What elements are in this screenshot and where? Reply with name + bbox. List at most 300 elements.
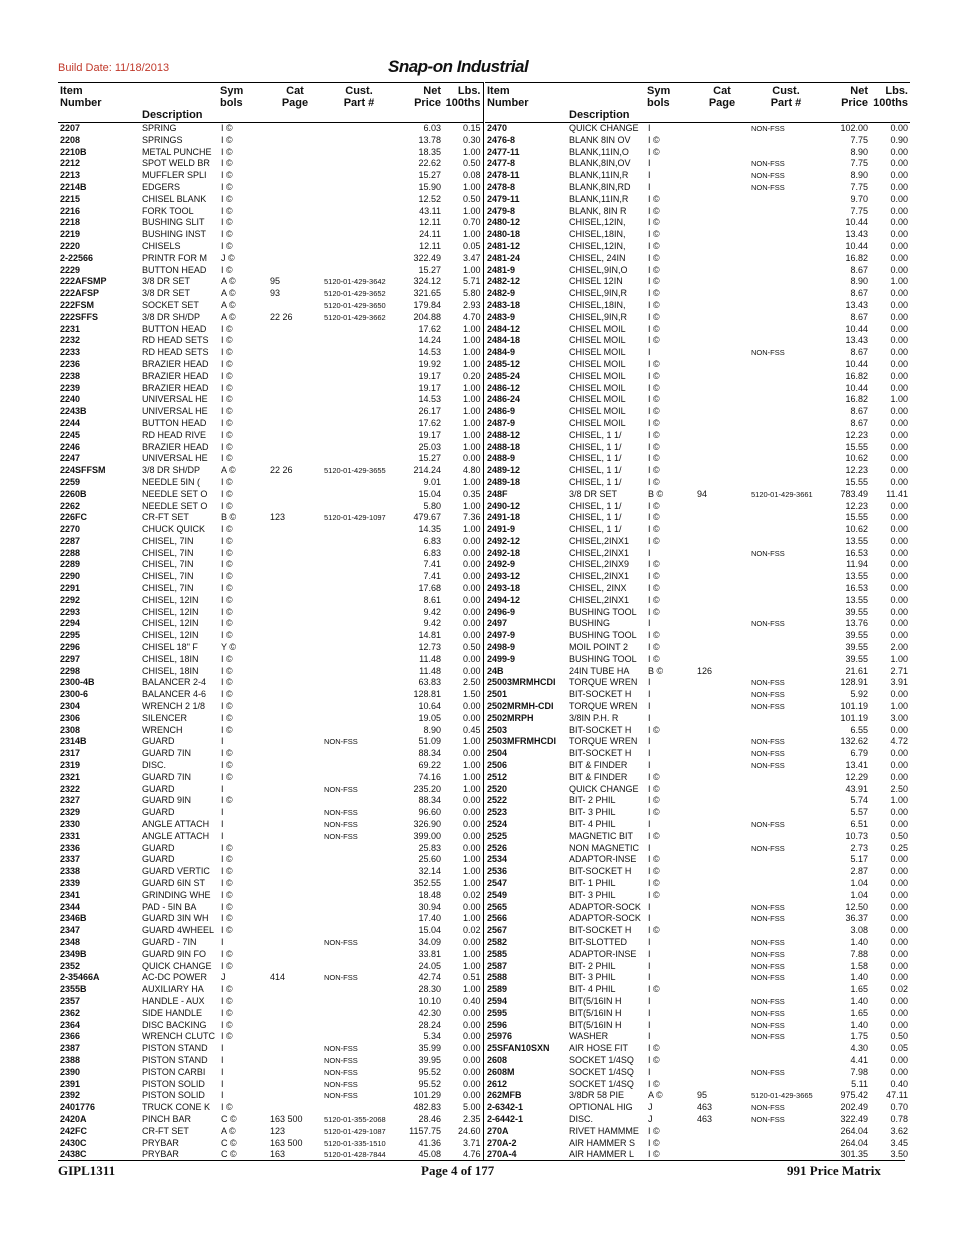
cell-cat [695,1079,749,1091]
cell-item: 2289 [60,559,81,570]
col-description: Description [567,83,645,123]
cell-sym: I © [221,771,233,782]
cell-lbs: 0.70 [443,217,483,229]
cell-cust [322,866,396,878]
cell-lbs: 2.50 [890,783,908,794]
cell-net: 8.67 [850,288,868,299]
cell-cust [749,394,823,406]
cell-cat [268,394,322,406]
cell-sym: A © [648,1090,663,1101]
cell-sym: A © [221,1125,236,1136]
cell-net: 1.75 [850,1031,868,1042]
cell-net: 9.42 [423,618,441,629]
cell-net: 16.82 [845,370,868,381]
table-row [485,890,910,902]
cell-net: 17.68 [418,583,441,594]
table-row [485,501,910,513]
table-row [485,1008,910,1020]
cell-desc: SOCKET 1/4SQ [569,1066,634,1077]
cell-net: 12.23 [845,465,868,476]
cell-lbs: 1.00 [443,265,483,277]
cell-net: 16.53 [845,583,868,594]
cell-lbs: 1.00 [443,147,483,159]
cell-lbs: 0.00 [443,1055,483,1067]
cell-cat [695,1138,749,1150]
cell-net: 36.37 [845,913,868,924]
cell-net: 8.67 [850,406,868,417]
table-row [58,512,483,524]
cell-cust: 5120-01-429-3655 [324,466,386,476]
cell-lbs: 3.91 [890,677,908,688]
cell-item: 2483-9 [487,311,516,322]
cell-cat [695,383,749,395]
cell-cat [268,1090,322,1102]
cell-lbs: 0.40 [890,1078,908,1089]
cell-cust [322,772,396,784]
cell-lbs: 0.00 [890,571,908,582]
cell-lbs: 1.00 [890,701,908,712]
cell-sym: I © [221,889,233,900]
cell-sym: I [648,960,651,971]
cell-cust [749,713,823,725]
table-row [485,135,910,147]
cell-cat [695,972,749,984]
cell-item: 2481-24 [487,252,521,263]
cell-cat [268,654,322,666]
cell-cat [268,618,322,630]
cell-lbs: 0.00 [890,936,908,947]
cell-desc: DISC. [569,1113,594,1124]
cell-desc: CHISEL 12IN [569,276,623,287]
cell-item: 2512 [487,771,508,782]
cell-net: 101.19 [840,712,868,723]
cell-net: 7.41 [423,571,441,582]
cell-desc: GUARD 7IN [142,748,192,759]
table-row [485,949,910,961]
table-row [485,524,910,536]
cell-desc: TORQUE WREN [569,736,638,747]
cell-cat [695,371,749,383]
cell-net: 51.09 [418,736,441,747]
cell-sym: I © [221,193,233,204]
cell-sym: I © [221,158,233,169]
table-row [58,394,483,406]
cell-item: 2-6442-1 [487,1113,524,1124]
cell-cust [322,666,396,678]
cell-item: 2485-24 [487,370,521,381]
cell-cust [749,772,823,784]
cell-item: 2231 [60,323,81,334]
cell-cust: NON-FSS [324,1079,358,1089]
cell-cat [268,925,322,937]
cell-cust [749,784,823,796]
cell-sym: I © [221,948,233,959]
cell-sym: I © [221,960,233,971]
cell-net: 8.90 [423,724,441,735]
cell-cat [695,123,749,135]
table-row [485,182,910,194]
cell-lbs: 0.00 [443,1031,483,1043]
cell-item: 270A-2 [487,1137,517,1148]
table-row [58,1020,483,1032]
cell-cat [695,300,749,312]
table-row [58,677,483,689]
table-row [485,854,910,866]
cell-net: 264.04 [840,1125,868,1136]
cell-item: 2490-12 [487,500,521,511]
cell-desc: AIR HOSE FIT [569,1043,629,1054]
table-row [58,335,483,347]
table-row [485,866,910,878]
cell-desc: SPOT WELD BR [142,158,210,169]
cell-item: 2388 [60,1054,81,1065]
table-row [58,1055,483,1067]
cell-item: 2492-9 [487,559,516,570]
cell-cust [322,902,396,914]
cell-cat [268,1055,322,1067]
cell-net: 1.04 [850,889,868,900]
cell-sym: I [648,712,651,723]
cell-cat [268,961,322,973]
cell-item: 2488-9 [487,453,516,464]
cell-desc: CHISEL, 24IN [569,252,626,263]
cell-item: 2344 [60,901,81,912]
cell-cust: NON-FSS [751,548,785,558]
cell-lbs: 0.00 [443,548,483,560]
cell-cust: NON-FSS [751,690,785,700]
cell-item: 2566 [487,913,508,924]
cell-item: 2246 [60,441,81,452]
cell-net: 204.88 [413,311,441,322]
cell-sym: I [648,123,651,133]
cell-sym: I [221,830,224,841]
cell-sym: I © [648,453,660,464]
cell-net: 1.40 [850,1019,868,1030]
cell-item: 222AFSP [60,288,100,299]
cell-sym: I [648,1031,651,1042]
cell-lbs: 0.00 [443,1067,483,1079]
cell-lbs: 1.00 [443,430,483,442]
cell-cat [268,1020,322,1032]
cell-net: 10.64 [418,701,441,712]
cell-cust: 5120-01-355-2068 [324,1114,386,1124]
cell-cust [749,890,823,902]
cell-sym: I [648,181,651,192]
cell-desc: MOIL POINT 2 [569,642,629,653]
cell-cust [322,170,396,182]
table-row [58,996,483,1008]
table-row [58,701,483,713]
cell-cat [695,524,749,536]
cell-desc: BUSHING SLIT [142,217,205,228]
cell-net: 10.44 [845,323,868,334]
brand-logo: Snap-on Industrial [388,57,529,76]
cell-desc: PRYBAR [142,1149,179,1160]
table-row [485,937,910,949]
table-row [485,371,910,383]
cell-cat [695,890,749,902]
cell-cat [268,772,322,784]
cell-item: 2594 [487,995,508,1006]
cell-item: 2331 [60,830,81,841]
cell-lbs: 1.00 [890,394,908,405]
cell-item: 2589 [487,984,508,995]
cell-net: 128.91 [840,677,868,688]
cell-cust [322,760,396,772]
cell-lbs: 1.00 [443,347,483,359]
cell-sym: I © [221,583,233,594]
cell-item: 2520 [487,783,508,794]
cell-desc: GUARD 3IN WH [142,913,209,924]
table-row [485,642,910,654]
cell-desc: GUARD 4WHEEL [142,925,215,936]
cell-desc: 3/8DR 58 PIE [569,1090,625,1101]
cell-desc: GUARD [142,736,175,747]
cell-cat [268,383,322,395]
cell-cust [749,217,823,229]
table-row [58,418,483,430]
cell-cust: 5120-01-429-3650 [324,300,386,310]
cell-net: 7.75 [850,158,868,169]
cell-sym: I © [648,630,660,641]
cell-cat [268,158,322,170]
cell-cust [322,194,396,206]
cell-sym: I © [648,205,660,216]
cell-lbs: 5.00 [443,1102,483,1114]
cell-desc: CHISEL, 7IN [142,583,194,594]
cell-desc: BIT-SOCKET H [569,866,632,877]
cell-cat [695,760,749,772]
table-row [485,406,910,418]
cell-sym: I © [648,524,660,535]
cell-cat [695,241,749,253]
cell-lbs: 0.00 [890,559,908,570]
cell-sym: I © [221,701,233,712]
cell-net: 4.41 [850,1054,868,1065]
cell-cat [695,772,749,784]
cell-net: 7.88 [850,948,868,959]
cell-item: 2294 [60,618,81,629]
cell-net: 17.62 [418,417,441,428]
cell-sym: I © [221,854,233,865]
cell-cust [749,276,823,288]
cell-sym: I © [648,500,660,511]
cell-cat [268,559,322,571]
cell-cat [695,1031,749,1043]
cell-item: 2-35466A [60,972,100,983]
cell-sym: I © [221,1031,233,1042]
cell-sym: I [648,760,651,771]
cell-sym: I © [221,1007,233,1018]
cell-cat [268,371,322,383]
cell-lbs: 0.90 [890,134,908,145]
cell-item: 2567 [487,925,508,936]
cell-cust [322,890,396,902]
cell-lbs: 0.00 [890,347,908,358]
cell-lbs: 0.00 [890,335,908,346]
cell-desc: QUICK CHANGE [569,783,639,794]
cell-item: 2297 [60,653,81,664]
cell-sym: I © [648,889,660,900]
cell-lbs: 0.00 [443,666,483,678]
cell-cat [695,630,749,642]
cell-desc: CHISEL,12IN, [569,217,626,228]
cell-lbs: 0.00 [890,476,908,487]
cell-cat: 95 [270,276,281,287]
table-row [485,536,910,548]
cell-lbs: 0.00 [443,536,483,548]
cell-cust [322,854,396,866]
cell-sym: J [648,1113,653,1124]
table-row [58,182,483,194]
cell-net: 6.83 [423,535,441,546]
cell-cat [695,477,749,489]
cell-cust [322,701,396,713]
cell-sym: I © [221,123,233,133]
cell-desc: CHISEL MOIL [569,417,626,428]
cell-cust [322,217,396,229]
cell-sym: I © [221,677,233,688]
cell-desc: QUICK CHANGE [142,960,212,971]
cell-sym: I [221,819,224,830]
table-row [485,784,910,796]
cell-desc: RD HEAD SETS [142,347,209,358]
cell-net: 34.09 [418,936,441,947]
cell-lbs: 0.35 [443,489,483,501]
cell-desc: WASHER [569,1031,609,1042]
cell-item: 2330 [60,819,81,830]
cell-item: 2492-12 [487,535,521,546]
cell-lbs: 4.70 [443,312,483,324]
cell-item: 2588 [487,972,508,983]
cell-net: 235.20 [413,783,441,794]
cell-lbs: 0.00 [443,453,483,465]
cell-desc: CHISEL MOIL [569,394,626,405]
cell-desc: CR-FT SET [142,512,189,523]
cell-cat: 95 [697,1090,708,1101]
cell-cat [268,1031,322,1043]
cell-item: 2493-12 [487,571,521,582]
cell-cust [322,347,396,359]
cell-desc: BUSHING [569,618,611,629]
cell-cust: NON-FSS [751,678,785,688]
cell-cat [268,748,322,760]
cell-cust [749,418,823,430]
cell-net: 479.67 [413,512,441,523]
table-row [58,595,483,607]
cell-sym: I © [221,323,233,334]
cell-item: 2494-12 [487,594,521,605]
cell-lbs: 0.00 [890,925,908,936]
cell-item: 2477-11 [487,146,520,157]
cell-item: 2213 [60,170,81,181]
cell-net: 39.95 [418,1054,441,1065]
cell-lbs: 0.00 [890,960,908,971]
cell-item: 2525 [487,830,508,841]
table-row [58,1090,483,1102]
cell-item: 2486-9 [487,406,516,417]
cell-cust: 5120-01-429-3642 [324,277,386,287]
table-row [58,1102,483,1114]
cell-cust: NON-FSS [324,1055,358,1065]
cell-cust: NON-FSS [751,820,785,830]
cell-net: 15.55 [845,441,868,452]
cell-desc: BUSHING TOOL [569,630,637,641]
cell-sym: I [648,170,651,181]
cell-sym: I © [648,724,660,735]
table-row [58,1031,483,1043]
table-row [485,347,910,359]
cell-cust [749,288,823,300]
cell-cat [695,654,749,666]
cell-sym: I © [648,299,660,310]
cell-lbs: 0.25 [890,842,908,853]
table-row [485,241,910,253]
cell-desc: ANGLE ATTACH [142,819,210,830]
cell-sym: A © [221,276,236,287]
cell-desc: HANDLE - AUX [142,995,205,1006]
cell-cust [322,1102,396,1114]
cell-desc: WRENCH 2 1/8 [142,701,206,712]
cell-net: 13.55 [845,571,868,582]
cell-cust [749,512,823,524]
cell-cat [268,194,322,206]
table-row [485,442,910,454]
cell-cust [322,229,396,241]
cell-lbs: 1.00 [890,653,908,664]
cell-cust: 5120-01-335-1510 [324,1138,386,1148]
cell-net: 6.79 [850,748,868,759]
cell-net: 18.35 [418,146,441,157]
cell-sym: B © [648,488,664,499]
cell-item: 2536 [487,866,508,877]
cell-sym: I [648,347,651,358]
cell-cat [695,725,749,737]
cell-desc: BLANK,11IN,O [569,146,629,157]
cell-cat [268,571,322,583]
price-table-right [485,82,910,1161]
table-row [485,713,910,725]
cell-lbs: 1.00 [443,878,483,890]
cell-net: 88.34 [418,748,441,759]
cell-sym: A © [221,465,236,476]
cell-desc: 3/8IN P.H. R [569,712,619,723]
cell-cat [268,548,322,560]
cell-item: 2259 [60,476,81,487]
cell-net: 1.58 [850,960,868,971]
cell-lbs: 0.00 [890,323,908,334]
cell-cust [322,501,396,513]
cell-cat [695,607,749,619]
table-row [485,843,910,855]
cell-desc: CHISEL, 12IN [142,594,199,605]
table-row [485,194,910,206]
cell-item: 2336 [60,842,81,853]
col-item-number: Item Number [58,83,140,123]
cell-cust [749,795,823,807]
cell-lbs: 0.00 [443,595,483,607]
cell-net: 15.90 [418,181,441,192]
cell-cust: NON-FSS [751,124,785,133]
cell-cat [268,630,322,642]
cell-desc: BUSHING TOOL [569,653,637,664]
cell-desc: CHISEL MOIL [569,358,626,369]
cell-sym: I [648,1007,651,1018]
table-row [58,866,483,878]
cell-cat [695,229,749,241]
cell-cat [695,595,749,607]
cell-net: 13.78 [418,134,441,145]
